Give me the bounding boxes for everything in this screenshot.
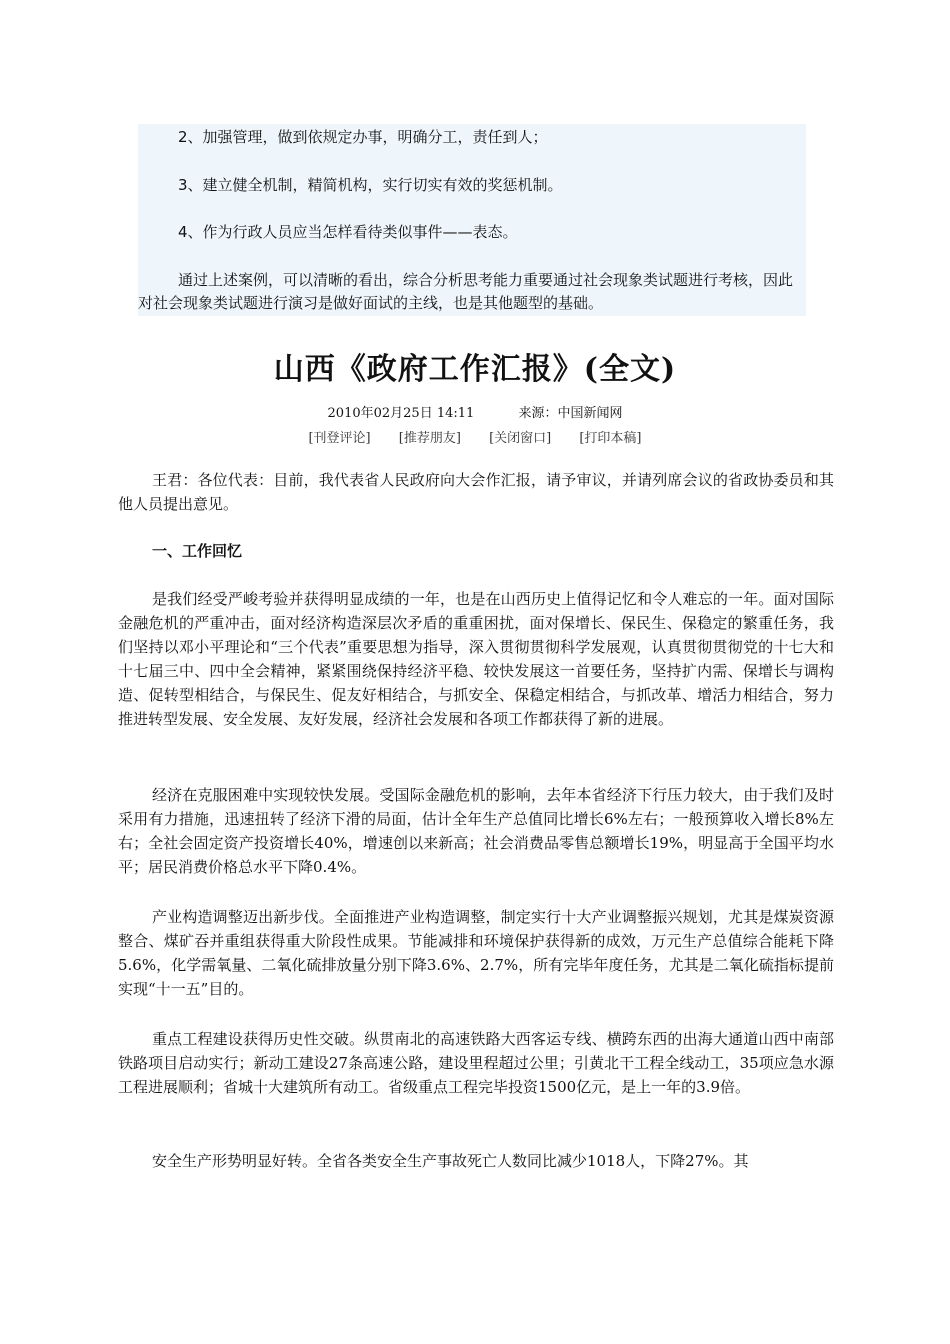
body-paragraph: 产业构造调整迈出新步伐。全面推进产业构造调整，制定实行十大产业调整振兴规划，尤其是煤炭资源整合、煤矿吞并重组获得重大阶段性成果。节能减排和环境保护获得新的成效，万元生产总值综合能耗下降5.6%，化学需氧量、二氧化硫排放量分别下降3.6%、2.7%，所有完毕年度任务，尤其是二氧化硫指标提前实现“十一五”目的。 — [118, 908, 834, 998]
body-paragraph: 安全生产形势明显好转。全省各类安全生产事故死亡人数同比减少1018人，下降27%。其 — [152, 1152, 749, 1170]
body-paragraph: 重点工程建设获得历史性交破。纵贯南北的高速铁路大西客运专线、横跨东西的出海大通道山西中南部铁路项目启动实行；新动工建设27条高速公路，建设里程超过公里；引黄北干工程全线动工，35项应急水源工程进展顺利；省城十大建筑所有动工。省级重点工程完毕投资1500亿元，是上一年的3.9倍。 — [118, 1030, 834, 1096]
list-item: 3、建立健全机制，精简机构，实行切实有效的奖惩机制。 — [178, 176, 563, 194]
list-item: 4、作为行政人员应当怎样看待类似事件——表态。 — [178, 223, 518, 241]
close-window-link[interactable]: [关闭窗口] — [489, 431, 552, 446]
article-actions — [0, 430, 950, 448]
print-article-link[interactable]: [打印本稿] — [579, 431, 642, 446]
list-item: 2、加强管理，做到依规定办事，明确分工，责任到人； — [178, 128, 548, 146]
previous-article-excerpt — [138, 124, 806, 316]
body-paragraph: 是我们经受严峻考验并获得明显成绩的一年，也是在山西历史上值得记忆和令人难忘的一年。面对国际金融危机的严重冲击，面对经济构造深层次矛盾的重重困扰，面对保增长、保民生、保稳定的繁重任务，我们坚持以邓小平理论和“三个代表”重要思想为指导，深入贯彻贯彻科学发展观，认真贯彻贯彻党的十七大和十七届三中、四中全会精神，紧紧围绕保持经济平稳、较快发展这一首要任务，坚持扩内需、保增长与调构造、促转型相结合，与保民生、促友好相结合，与抓安全、保稳定相结合，与抓改革、增活力相结合，努力推进转型发展、安全发展、友好发展，经济社会发展和各项工作都获得了新的进展。 — [118, 590, 834, 728]
publish-date: 2010年02月25日 14:11 — [327, 406, 475, 421]
post-comment-link[interactable]: [刊登评论] — [308, 431, 371, 446]
body-paragraph: 经济在克服困难中实现较快发展。受国际金融危机的影响，去年本省经济下行压力较大，由于我们及时采用有力措施，迅速扭转了经济下滑的局面，估计全年生产总值同比增长6%左右；一般预算收入增长8%左右；全社会固定资产投资增长40%，增速创以来新高；社会消费品零售总额增长19%，明显高于全国平均水平；居民消费价格总水平下降0.4%。 — [118, 786, 834, 876]
intro-paragraph: 王君：各位代表：目前，我代表省人民政府向大会作汇报，请予审议，并请列席会议的省政协委员和其他人员提出意见。 — [118, 471, 834, 513]
article-source: 来源：中国新闻网 — [518, 406, 623, 421]
recommend-friend-link[interactable]: [推荐朋友] — [398, 431, 461, 446]
article-title: 山西《政府工作汇报》(全文) — [273, 352, 677, 387]
article-meta — [0, 405, 950, 423]
conclusion-paragraph: 通过上述案例，可以清晰的看出，综合分析思考能力重要通过社会现象类试题进行考核，因此对社会现象类试题进行演习是做好面试的主线，也是其他题型的基础。 — [138, 271, 794, 312]
section-heading: 一、工作回忆 — [152, 542, 243, 560]
